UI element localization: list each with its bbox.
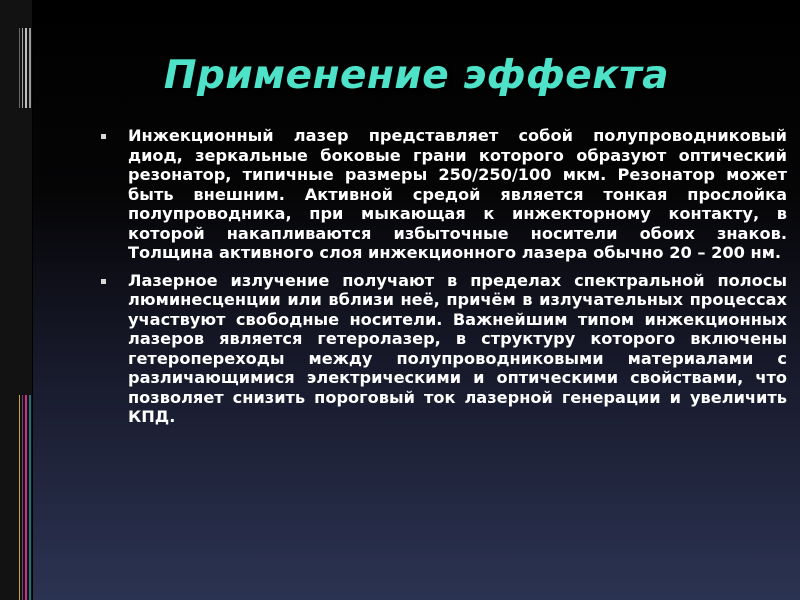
bullet-text: Лазерное излучение получают в пределах спектральной полосы люминесценции или вблизи неё, причём в излучательных процессах участвуют свободные носители. Важнейшим типом инжекционных лазеров является гетеролазер, в структуру которого включены гетеропереходы между полупроводниковыми материалами с различающимися электрическими и оптическими свойствами, что позволяет снизить пороговый ток лазерной генерации и увеличить КПД. [128, 270, 787, 426]
bullet-item [97, 126, 787, 263]
bullet-item [97, 271, 787, 427]
stripe [25, 28, 27, 108]
bottom-color-stripes-decoration [19, 395, 31, 600]
stripe [29, 395, 31, 600]
left-decorative-bar [0, 0, 32, 600]
bullet-text: Инжекционный лазер представляет собой полупроводниковый диод, зеркальные боковые грани которого образуют оптический резонатор, типичные размеры 250/250/100 мкм. Резонатор может быть внешним. Активной средой является тонкая прослойка полупроводника, при мыкающая к инжекторному контакту, в которой накапливаются избыточные носители обоих знаков. Толщина активного слоя инжекционного лазера обычно 20 – 200 нм. [128, 126, 787, 262]
stripe [22, 28, 23, 108]
bullet-list [97, 126, 787, 435]
stripe [29, 28, 31, 108]
stripe [25, 395, 27, 600]
bullet-square-icon [101, 279, 106, 284]
slide-content [33, 0, 800, 600]
bullet-square-icon [101, 134, 106, 139]
top-stripes-decoration [19, 28, 31, 108]
stripe [19, 395, 20, 600]
stripe [19, 28, 20, 108]
stripe [22, 395, 23, 600]
slide-title: Применение эффекта [163, 53, 670, 98]
